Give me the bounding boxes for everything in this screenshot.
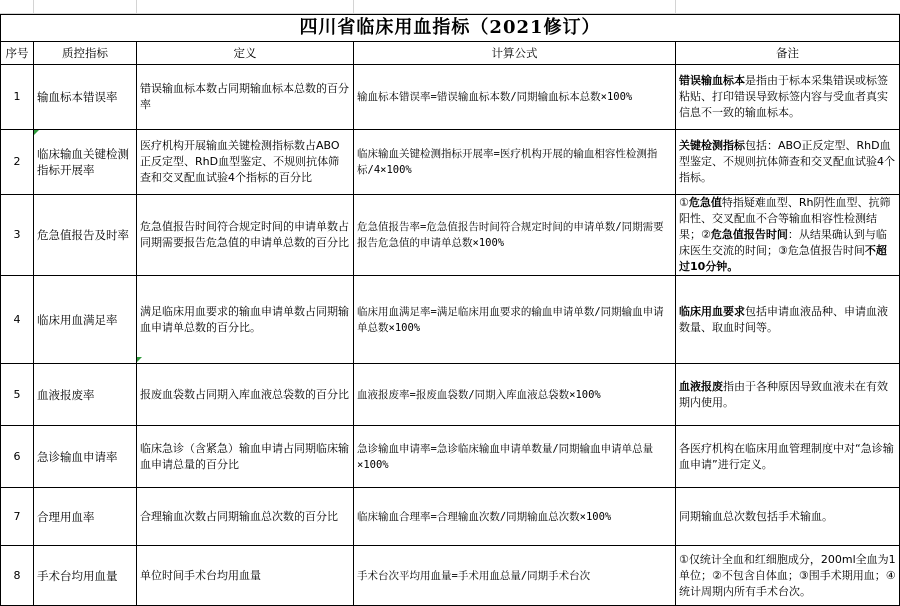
remark-text: 特指疑难血型、Rh阴性血型、抗筛阳性、交叉配血不合等输血相容性检测结果；② — [679, 196, 891, 241]
remark-text: 同期输血总次数包括手术输血。 — [679, 509, 833, 523]
header-indicator: 质控指标 — [34, 42, 137, 65]
indicator-table — [0, 14, 900, 606]
header-formula: 计算公式 — [354, 42, 676, 65]
row-formula: 临床用血满足率=满足临床用血要求的输血申请单数/同期输血申请单总数×100% — [354, 276, 676, 364]
row-formula: 临床输血合理率=合理输血次数/同期输血总次数×100% — [354, 488, 676, 546]
remark-text: 指由于各种原因导致血液未在有效期内使用。 — [679, 379, 888, 409]
row-indicator: 临床用血满足率 — [34, 276, 137, 364]
row-no: 8 — [1, 546, 34, 606]
header-no: 序号 — [1, 42, 34, 65]
row-remark — [676, 426, 900, 488]
cell-comment-marker — [137, 357, 142, 362]
row-remark — [676, 488, 900, 546]
row-definition: 合理输血次数占同期输血总次数的百分比 — [137, 488, 354, 546]
table-row — [1, 65, 900, 130]
remark-bold: 不超过10分钟。 — [679, 244, 887, 273]
row-remark — [676, 276, 900, 364]
row-indicator: 血液报废率 — [34, 364, 137, 426]
row-definition: 错误输血标本数占同期输血标本总数的百分率 — [137, 65, 354, 130]
row-no: 2 — [1, 130, 34, 195]
row-definition: 医疗机构开展输血关键检测指标数占ABO正反定型、RhD血型鉴定、不规则抗体筛查和交叉配血试验4个指标的百分比 — [137, 130, 354, 195]
row-definition: 满足临床用血要求的输血申请单数占同期输血申请单总数的百分比。 — [137, 276, 354, 364]
row-remark — [676, 195, 900, 276]
row-no: 6 — [1, 426, 34, 488]
row-definition: 报废血袋数占同期入库血液总袋数的百分比 — [137, 364, 354, 426]
remark-bold: 血液报废 — [679, 379, 723, 393]
row-definition: 单位时间手术台均用血量 — [137, 546, 354, 606]
row-indicator: 急诊输血申请率 — [34, 426, 137, 488]
row-no: 7 — [1, 488, 34, 546]
header-remark: 备注 — [676, 42, 900, 65]
remark-bold: 错误输血标本 — [679, 74, 745, 87]
row-formula: 血液报废率=报废血袋数/同期入库血液总袋数×100% — [354, 364, 676, 426]
row-no: 1 — [1, 65, 34, 130]
row-definition: 危急值报告时间符合规定时间的申请单数占同期需要报告危急值的申请单总数的百分比 — [137, 195, 354, 276]
row-formula: 输血标本错误率=错误输血标本数/同期输血标本总数×100% — [354, 65, 676, 130]
table-row — [1, 195, 900, 276]
row-remark — [676, 364, 900, 426]
table-row — [1, 130, 900, 195]
remark-bold: 危急值 — [688, 196, 722, 209]
table-row — [1, 546, 900, 606]
remark-text: ① — [679, 196, 689, 209]
row-indicator: 危急值报告及时率 — [34, 195, 137, 276]
row-formula: 临床输血关键检测指标开展率=医疗机构开展的输血相容性检测指标/4×100% — [354, 130, 676, 195]
remark-bold: 临床用血要求 — [679, 304, 745, 318]
table-title: 四川省临床用血指标（2021修订） — [1, 15, 900, 42]
row-no: 4 — [1, 276, 34, 364]
cell-comment-marker — [34, 130, 39, 135]
row-indicator: 输血标本错误率 — [34, 65, 137, 130]
row-no: 3 — [1, 195, 34, 276]
row-formula: 危急值报告率=危急值报告时间符合规定时间的申请单数/同期需要报告危急值的申请单总数×100% — [354, 195, 676, 276]
row-remark — [676, 130, 900, 195]
row-indicator: 手术台均用血量 — [34, 546, 137, 606]
table-row — [1, 276, 900, 364]
remark-bold: 危急值报告时间 — [710, 228, 788, 241]
row-no: 5 — [1, 364, 34, 426]
remark-text: ①仅统计全血和红细胞成分，200ml全血为1单位；②不包含自体血；③围手术期用血；④统计周期内所有手术台次。 — [679, 552, 896, 598]
header-definition: 定义 — [137, 42, 354, 65]
remark-text: 包括：ABO正反定型、RhD血型鉴定、不规则抗体筛查和交叉配血试验4个指标。 — [679, 139, 895, 184]
table-row — [1, 426, 900, 488]
remark-bold: 关键检测指标 — [679, 139, 745, 152]
row-indicator: 合理用血率 — [34, 488, 137, 546]
row-formula: 急诊输血申请率=急诊临床输血申请单数量/同期输血申请单总量×100% — [354, 426, 676, 488]
spreadsheet-gridline-row — [0, 0, 900, 14]
table-row — [1, 488, 900, 546]
row-remark — [676, 546, 900, 606]
row-definition: 临床急诊（含紧急）输血申请占同期临床输血申请总量的百分比 — [137, 426, 354, 488]
row-formula: 手术台次平均用血量=手术用血总量/同期手术台次 — [354, 546, 676, 606]
row-remark — [676, 65, 900, 130]
remark-text: 是指由于标本采集错误或标签粘贴、打印错误导致标签内容与受血者真实信息不一致的输血标本。 — [679, 74, 888, 119]
remark-text: 各医疗机构在临床用血管理制度中对“急诊输血申请”进行定义。 — [679, 441, 894, 471]
remark-text: ：从结果确认到与临床医生交流的时间；③危急值报告时间 — [679, 228, 887, 257]
table-row — [1, 364, 900, 426]
remark-text: 包括申请血液品种、申请血液数量、取血时间等。 — [679, 304, 888, 334]
row-indicator: 临床输血关键检测指标开展率 — [34, 130, 137, 195]
